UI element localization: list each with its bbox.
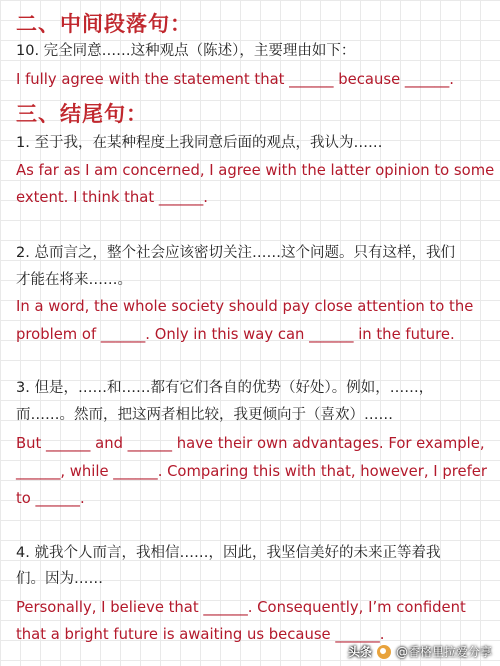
item10-chinese: 10. 完全同意……这种观点（陈述），主要理由如下： bbox=[16, 43, 356, 59]
item3-english-line1: But ______ and ______ have their own advantages. For example, bbox=[16, 435, 485, 452]
item3-chinese-line1: 3. 但是，……和……都有它们各自的优势（好处）。例如，……， bbox=[16, 380, 434, 396]
watermark-brand: 头条 bbox=[347, 645, 372, 659]
item4-chinese-line2: 们。因为…… bbox=[16, 571, 103, 587]
item3-english-line2: ______, while ______. Comparing this with that, however, I prefer bbox=[16, 463, 487, 480]
account-avatar-icon bbox=[376, 644, 392, 660]
item3-chinese-line2: 而……。然而，把这两者相比较，我更倾向于（喜欢）…… bbox=[16, 407, 393, 423]
item2-chinese-line2: 才能在将来……。 bbox=[16, 272, 132, 288]
item2-english-line1: In a word, the whole society should pay close attention to the bbox=[16, 298, 474, 315]
watermark-account: @香格里拉爱分享 bbox=[395, 645, 492, 659]
section-heading-middle: 二、中间段落句： bbox=[16, 11, 192, 36]
section-heading-ending: 三、结尾句： bbox=[16, 101, 148, 126]
item1-chinese: 1. 至于我，在某种程度上我同意后面的观点，我认为…… bbox=[16, 135, 383, 151]
item3-english-line3: to ______. bbox=[16, 490, 85, 507]
item4-english-line2: that a bright future is awaiting us because ______. bbox=[16, 626, 385, 643]
item2-english-line2: problem of ______. Only in this way can ______ in the future. bbox=[16, 326, 455, 343]
item1-english-line2: extent. I think that ______. bbox=[16, 189, 208, 206]
item4-chinese-line1: 4. 就我个人而言，我相信……，因此，我坚信美好的未来正等着我 bbox=[16, 545, 441, 561]
item4-english-line1: Personally, I believe that ______. Consequently, I’m confident bbox=[16, 599, 466, 616]
watermark bbox=[348, 643, 492, 660]
item10-english: I fully agree with the statement that ______ because ______. bbox=[16, 71, 454, 88]
item1-english-line1: As far as I am concerned, I agree with the latter opinion to some bbox=[16, 162, 495, 179]
item2-chinese-line1: 2. 总而言之，整个社会应该密切关注……这个问题。只有这样，我们 bbox=[16, 245, 455, 261]
